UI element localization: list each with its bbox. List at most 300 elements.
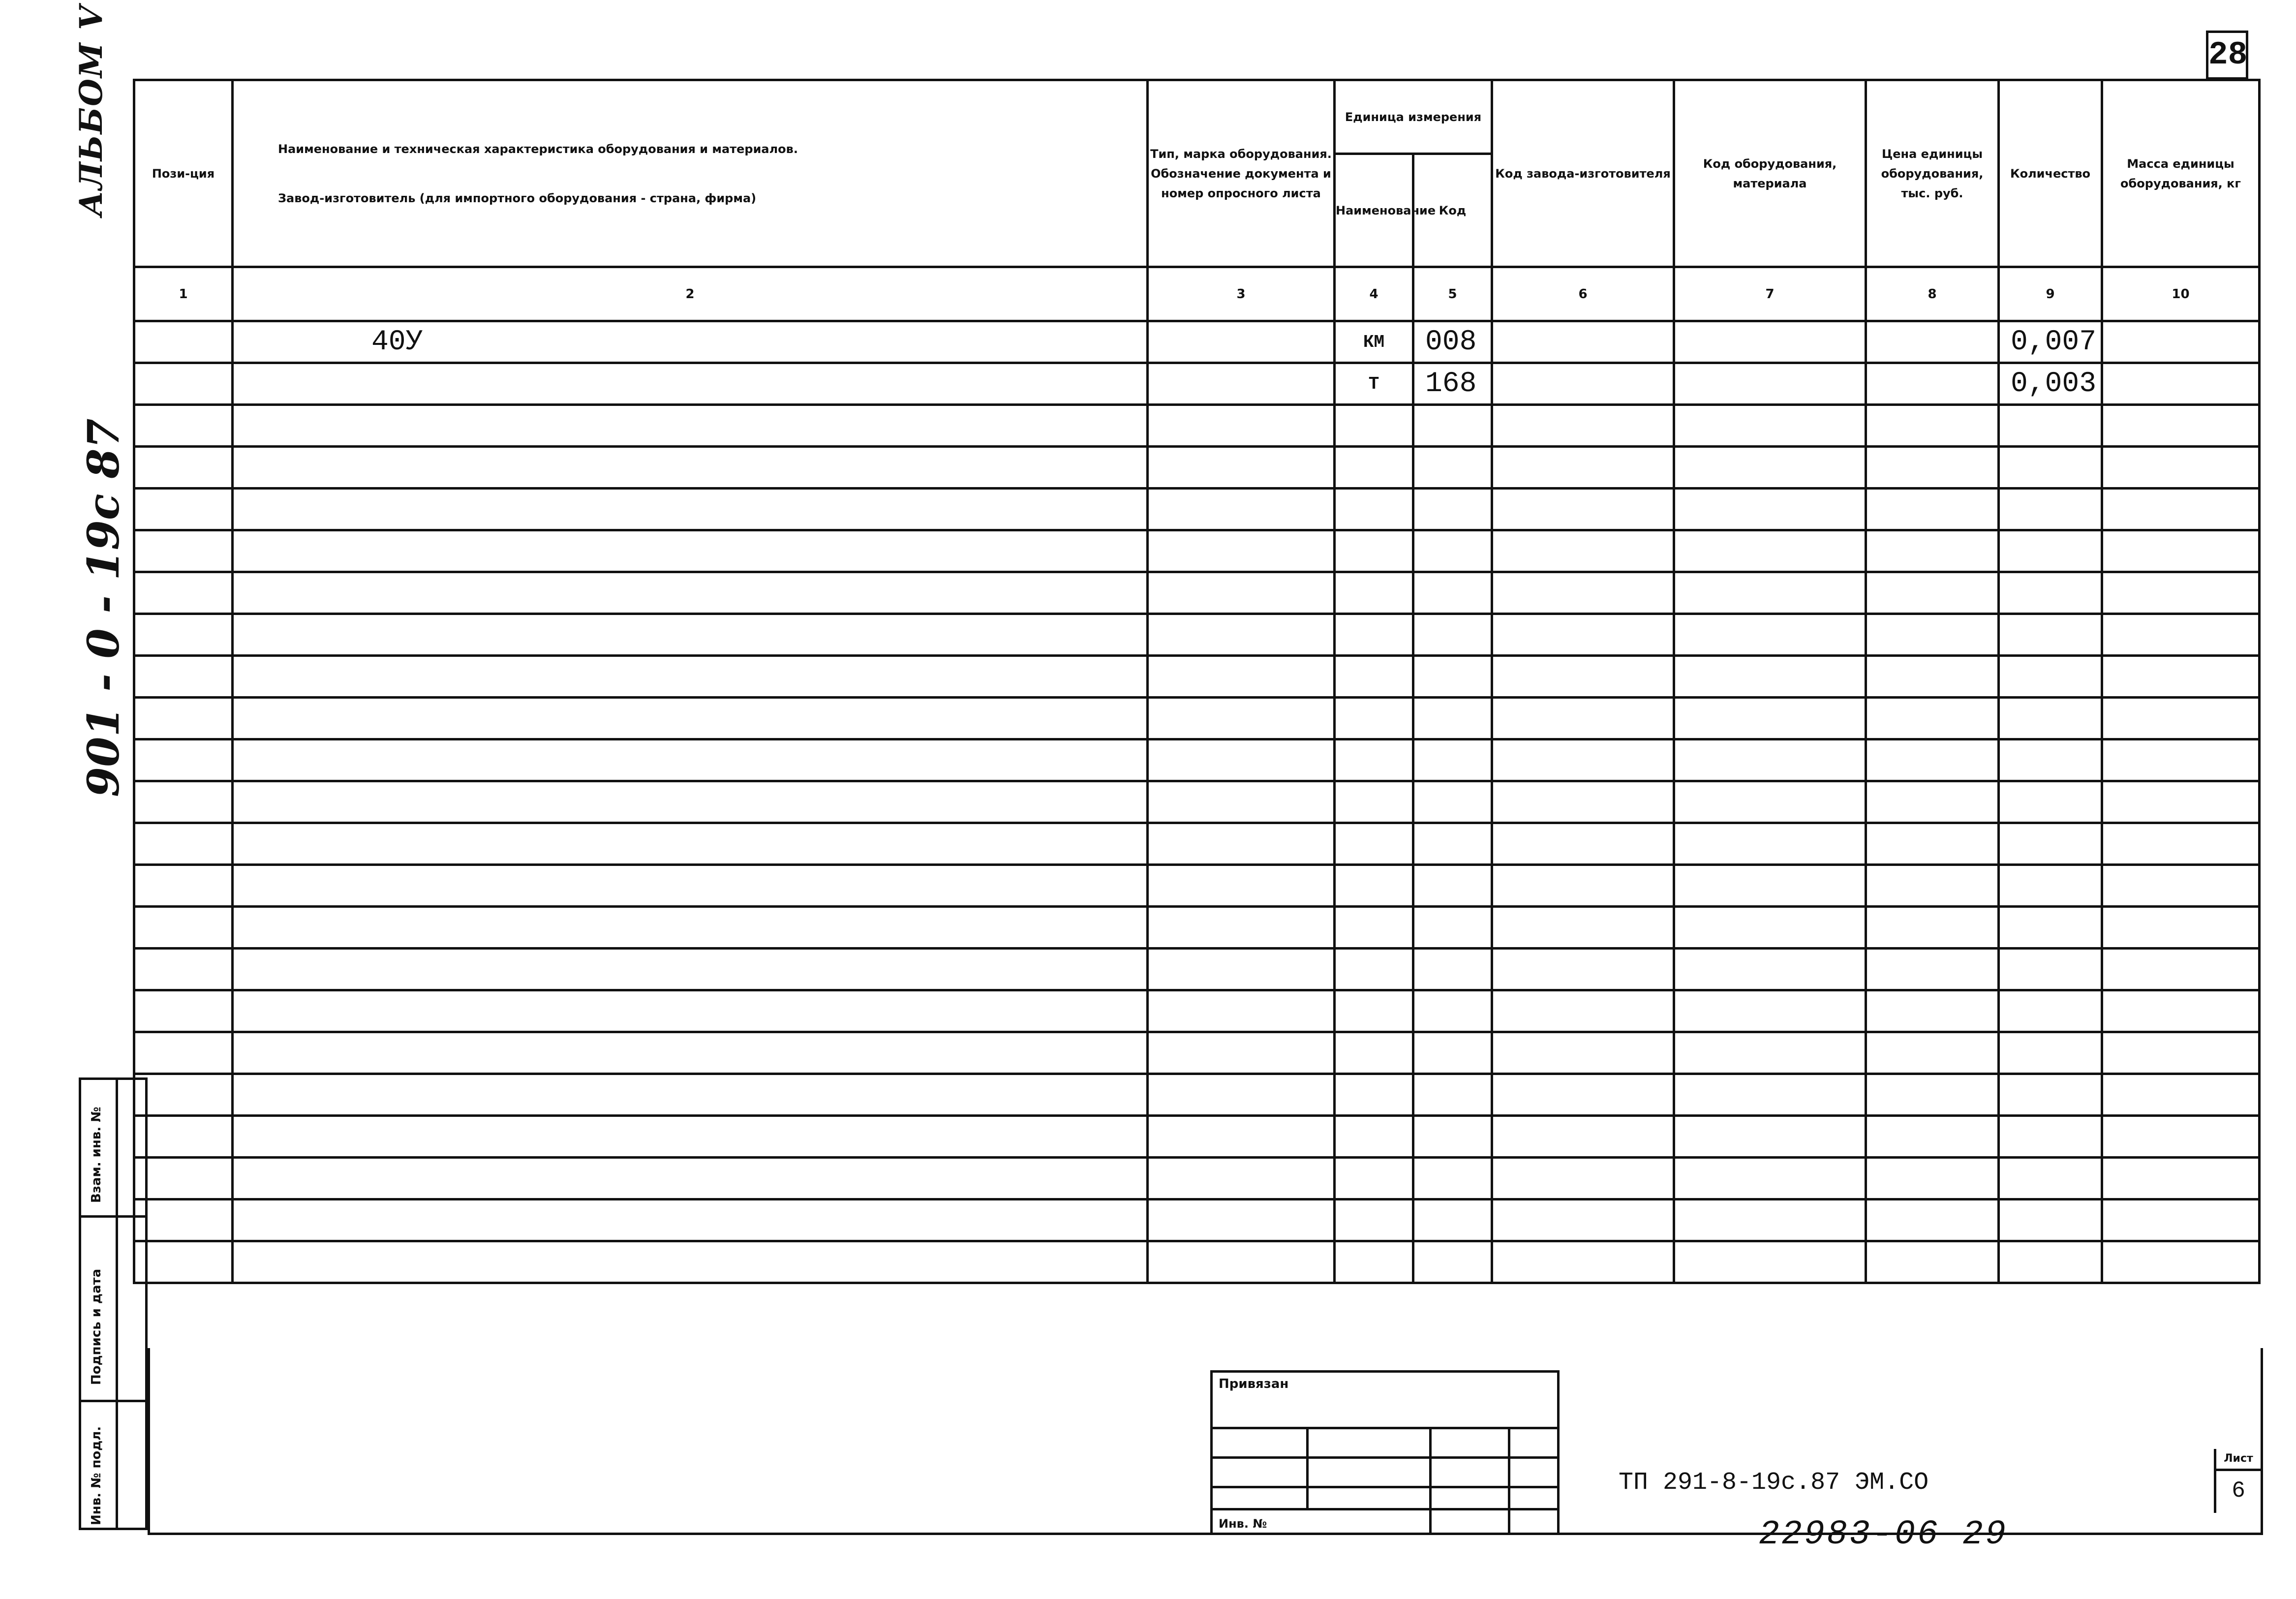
empty-cell bbox=[1999, 907, 2102, 949]
empty-cell bbox=[1999, 823, 2102, 865]
binding-line bbox=[1213, 1508, 1557, 1510]
empty-table-row bbox=[134, 1199, 2260, 1241]
empty-cell bbox=[1674, 572, 1866, 614]
empty-cell bbox=[2102, 907, 2260, 949]
empty-cell bbox=[1866, 1199, 1999, 1241]
empty-cell bbox=[233, 1074, 1148, 1116]
empty-cell bbox=[1492, 530, 1674, 572]
archive-number: 22983-06 29 bbox=[1759, 1515, 2008, 1554]
empty-cell bbox=[1866, 447, 1999, 489]
specification-sheet bbox=[133, 79, 2258, 1348]
empty-table-row bbox=[134, 572, 2260, 614]
empty-cell bbox=[2102, 823, 2260, 865]
empty-cell bbox=[1148, 1074, 1335, 1116]
header-unit-code: Код bbox=[1413, 154, 1492, 267]
empty-cell bbox=[1866, 1116, 1999, 1158]
empty-cell bbox=[1335, 1116, 1413, 1158]
empty-rows bbox=[134, 405, 2260, 1283]
empty-cell bbox=[1413, 530, 1492, 572]
binding-line bbox=[1508, 1427, 1510, 1533]
empty-cell bbox=[1999, 698, 2102, 739]
empty-cell bbox=[1999, 1158, 2102, 1199]
empty-cell bbox=[1492, 990, 1674, 1032]
empty-cell bbox=[1492, 1241, 1674, 1283]
empty-cell bbox=[1148, 1116, 1335, 1158]
cell-position bbox=[134, 321, 233, 363]
empty-cell bbox=[1492, 781, 1674, 823]
column-number: 3 bbox=[1148, 267, 1335, 321]
empty-table-row bbox=[134, 990, 2260, 1032]
empty-cell bbox=[1866, 1158, 1999, 1199]
column-number: 8 bbox=[1866, 267, 1999, 321]
empty-cell bbox=[233, 949, 1148, 990]
empty-cell bbox=[1413, 447, 1492, 489]
table-row bbox=[134, 363, 2260, 405]
empty-cell bbox=[1148, 698, 1335, 739]
empty-table-row bbox=[134, 1074, 2260, 1116]
empty-cell bbox=[1148, 656, 1335, 698]
empty-cell bbox=[1492, 1032, 1674, 1074]
cell-mass bbox=[2102, 321, 2260, 363]
empty-cell bbox=[134, 1241, 233, 1283]
header-type: Тип, марка оборудования. Обозначение документа и номер опросного листа bbox=[1148, 80, 1335, 267]
column-number: 5 bbox=[1413, 267, 1492, 321]
empty-cell bbox=[2102, 1158, 2260, 1199]
cell-unit-code: 008 bbox=[1413, 321, 1492, 363]
empty-cell bbox=[1866, 530, 1999, 572]
empty-cell bbox=[2102, 1032, 2260, 1074]
empty-table-row bbox=[134, 1241, 2260, 1283]
empty-cell bbox=[1674, 1074, 1866, 1116]
empty-cell bbox=[2102, 698, 2260, 739]
empty-cell bbox=[1335, 530, 1413, 572]
empty-cell bbox=[1492, 1116, 1674, 1158]
column-number: 9 bbox=[1999, 267, 2102, 321]
empty-cell bbox=[1148, 1032, 1335, 1074]
empty-cell bbox=[233, 990, 1148, 1032]
empty-table-row bbox=[134, 823, 2260, 865]
empty-cell bbox=[134, 489, 233, 530]
empty-cell bbox=[1999, 1199, 2102, 1241]
column-number: 4 bbox=[1335, 267, 1413, 321]
empty-cell bbox=[1492, 405, 1674, 447]
empty-cell bbox=[134, 990, 233, 1032]
empty-cell bbox=[1148, 530, 1335, 572]
empty-cell bbox=[233, 405, 1148, 447]
empty-cell bbox=[134, 907, 233, 949]
cell-price bbox=[1866, 363, 1999, 405]
cell-mass bbox=[2102, 363, 2260, 405]
column-number: 6 bbox=[1492, 267, 1674, 321]
cell-type bbox=[1148, 321, 1335, 363]
specification-table bbox=[133, 79, 2261, 1284]
empty-cell bbox=[1335, 572, 1413, 614]
empty-cell bbox=[1413, 1032, 1492, 1074]
empty-cell bbox=[1866, 1074, 1999, 1116]
cell-equip-code bbox=[1674, 321, 1866, 363]
empty-cell bbox=[1413, 1241, 1492, 1283]
empty-cell bbox=[1674, 1241, 1866, 1283]
empty-cell bbox=[1492, 907, 1674, 949]
empty-table-row bbox=[134, 530, 2260, 572]
empty-cell bbox=[1492, 447, 1674, 489]
empty-cell bbox=[1674, 823, 1866, 865]
cell-quantity: 0,003 bbox=[1999, 363, 2102, 405]
empty-cell bbox=[1674, 1032, 1866, 1074]
empty-cell bbox=[1866, 781, 1999, 823]
empty-cell bbox=[233, 656, 1148, 698]
empty-table-row bbox=[134, 614, 2260, 656]
header-mfr-code: Код завода-изготовителя bbox=[1492, 80, 1674, 267]
empty-cell bbox=[1148, 1199, 1335, 1241]
empty-cell bbox=[1148, 405, 1335, 447]
empty-cell bbox=[1674, 614, 1866, 656]
header-unit-name: Наименование bbox=[1335, 154, 1413, 267]
empty-cell bbox=[1148, 1241, 1335, 1283]
empty-cell bbox=[1148, 739, 1335, 781]
empty-cell bbox=[1413, 739, 1492, 781]
empty-cell bbox=[2102, 990, 2260, 1032]
empty-cell bbox=[134, 530, 233, 572]
empty-cell bbox=[2102, 1116, 2260, 1158]
sheet-number: 6 bbox=[2232, 1478, 2245, 1504]
header-name-line1: Наименование и техническая характеристика оборудования и материалов. bbox=[278, 142, 798, 156]
cell-type bbox=[1148, 363, 1335, 405]
cell-unit-code: 168 bbox=[1413, 363, 1492, 405]
empty-cell bbox=[1148, 1158, 1335, 1199]
empty-cell bbox=[1413, 1158, 1492, 1199]
empty-cell bbox=[1335, 990, 1413, 1032]
empty-cell bbox=[1335, 781, 1413, 823]
inventory-label: Инв. № bbox=[1219, 1517, 1267, 1531]
stamp-label-signature-date: Подпись и дата bbox=[89, 1268, 104, 1385]
empty-cell bbox=[2102, 865, 2260, 907]
empty-cell bbox=[1866, 823, 1999, 865]
empty-cell bbox=[1492, 698, 1674, 739]
empty-cell bbox=[1999, 572, 2102, 614]
empty-cell bbox=[1335, 489, 1413, 530]
empty-cell bbox=[134, 739, 233, 781]
empty-cell bbox=[1148, 907, 1335, 949]
empty-cell bbox=[134, 572, 233, 614]
album-label: АЛЬБОМ V bbox=[73, 4, 110, 216]
empty-cell bbox=[233, 823, 1148, 865]
empty-cell bbox=[134, 405, 233, 447]
empty-cell bbox=[1413, 990, 1492, 1032]
empty-cell bbox=[2102, 781, 2260, 823]
empty-cell bbox=[1999, 530, 2102, 572]
empty-cell bbox=[233, 1241, 1148, 1283]
binding-line bbox=[1213, 1456, 1557, 1459]
empty-cell bbox=[134, 949, 233, 990]
cell-name: 40У bbox=[233, 321, 1148, 363]
column-number-row bbox=[134, 267, 2260, 321]
empty-cell bbox=[134, 1074, 233, 1116]
empty-cell bbox=[1413, 614, 1492, 656]
empty-cell bbox=[134, 656, 233, 698]
empty-cell bbox=[233, 907, 1148, 949]
empty-cell bbox=[1335, 656, 1413, 698]
empty-cell bbox=[1866, 656, 1999, 698]
empty-cell bbox=[2102, 739, 2260, 781]
empty-cell bbox=[1148, 572, 1335, 614]
empty-cell bbox=[1674, 1116, 1866, 1158]
empty-table-row bbox=[134, 1032, 2260, 1074]
empty-cell bbox=[2102, 1074, 2260, 1116]
empty-cell bbox=[1866, 405, 1999, 447]
empty-cell bbox=[134, 1116, 233, 1158]
cell-name bbox=[233, 363, 1148, 405]
empty-cell bbox=[1335, 949, 1413, 990]
empty-cell bbox=[1674, 698, 1866, 739]
empty-cell bbox=[1674, 1199, 1866, 1241]
empty-table-row bbox=[134, 405, 2260, 447]
empty-cell bbox=[1674, 865, 1866, 907]
empty-cell bbox=[233, 614, 1148, 656]
empty-cell bbox=[1674, 1158, 1866, 1199]
empty-cell bbox=[1413, 823, 1492, 865]
header-equip-code: Код оборудования, материала bbox=[1674, 80, 1866, 267]
column-number: 10 bbox=[2102, 267, 2260, 321]
header-name-line2: Завод-изготовитель (для импортного оборудования - страна, фирма) bbox=[278, 191, 757, 205]
empty-cell bbox=[2102, 447, 2260, 489]
empty-cell bbox=[1413, 656, 1492, 698]
empty-cell bbox=[1866, 614, 1999, 656]
empty-cell bbox=[2102, 489, 2260, 530]
empty-cell bbox=[1492, 614, 1674, 656]
empty-cell bbox=[1866, 865, 1999, 907]
empty-cell bbox=[1866, 739, 1999, 781]
empty-cell bbox=[1148, 614, 1335, 656]
empty-cell bbox=[1492, 823, 1674, 865]
table-row bbox=[134, 321, 2260, 363]
empty-cell bbox=[1999, 1241, 2102, 1283]
empty-cell bbox=[1335, 1199, 1413, 1241]
empty-cell bbox=[233, 530, 1148, 572]
empty-cell bbox=[1999, 739, 2102, 781]
title-block bbox=[148, 1348, 2263, 1535]
empty-cell bbox=[1335, 614, 1413, 656]
empty-cell bbox=[1999, 405, 2102, 447]
empty-cell bbox=[1999, 990, 2102, 1032]
empty-cell bbox=[1148, 447, 1335, 489]
empty-cell bbox=[233, 1158, 1148, 1199]
header-price: Цена единицы оборудования, тыс. руб. bbox=[1866, 80, 1999, 267]
empty-cell bbox=[1866, 907, 1999, 949]
binding-stamp bbox=[1210, 1370, 1560, 1535]
cell-equip-code bbox=[1674, 363, 1866, 405]
column-number: 2 bbox=[233, 267, 1148, 321]
empty-cell bbox=[1999, 489, 2102, 530]
empty-table-row bbox=[134, 739, 2260, 781]
empty-cell bbox=[1492, 1199, 1674, 1241]
empty-table-row bbox=[134, 656, 2260, 698]
empty-cell bbox=[1413, 405, 1492, 447]
empty-cell bbox=[1674, 907, 1866, 949]
binding-label: Привязан bbox=[1219, 1377, 1289, 1391]
cell-position bbox=[134, 363, 233, 405]
empty-cell bbox=[1866, 698, 1999, 739]
empty-cell bbox=[134, 781, 233, 823]
stamp-label-replaced-inv: Взам. инв. № bbox=[89, 1107, 104, 1203]
empty-cell bbox=[1999, 614, 2102, 656]
empty-cell bbox=[1999, 656, 2102, 698]
empty-cell bbox=[2102, 1199, 2260, 1241]
empty-cell bbox=[1674, 405, 1866, 447]
empty-cell bbox=[1674, 949, 1866, 990]
empty-cell bbox=[1413, 865, 1492, 907]
empty-cell bbox=[1413, 781, 1492, 823]
cell-price bbox=[1866, 321, 1999, 363]
empty-cell bbox=[1999, 447, 2102, 489]
empty-cell bbox=[1999, 865, 2102, 907]
empty-cell bbox=[1866, 1241, 1999, 1283]
empty-cell bbox=[233, 1199, 1148, 1241]
empty-cell bbox=[1866, 489, 1999, 530]
empty-cell bbox=[1674, 530, 1866, 572]
empty-cell bbox=[1999, 1116, 2102, 1158]
empty-cell bbox=[233, 739, 1148, 781]
empty-cell bbox=[1413, 572, 1492, 614]
empty-cell bbox=[1866, 990, 1999, 1032]
empty-cell bbox=[1335, 1074, 1413, 1116]
empty-cell bbox=[2102, 1241, 2260, 1283]
cell-mfr-code bbox=[1492, 363, 1674, 405]
document-designation: ТП 291-8-19с.87 ЭМ.СО bbox=[1619, 1469, 1929, 1497]
empty-cell bbox=[1335, 698, 1413, 739]
empty-cell bbox=[2102, 405, 2260, 447]
sheet-label: Лист bbox=[2216, 1449, 2261, 1471]
stamp-label-inv-original: Инв. № подл. bbox=[89, 1426, 104, 1525]
header-position: Пози-ция bbox=[134, 80, 233, 267]
empty-cell bbox=[1999, 781, 2102, 823]
cell-unit-name: КМ bbox=[1335, 321, 1413, 363]
empty-cell bbox=[1413, 1074, 1492, 1116]
empty-cell bbox=[1674, 739, 1866, 781]
empty-cell bbox=[1999, 949, 2102, 990]
cell-mfr-code bbox=[1492, 321, 1674, 363]
column-number: 1 bbox=[134, 267, 233, 321]
sheet-box bbox=[2214, 1449, 2261, 1513]
empty-cell bbox=[233, 1032, 1148, 1074]
empty-cell bbox=[1866, 1032, 1999, 1074]
empty-cell bbox=[1335, 1158, 1413, 1199]
empty-cell bbox=[233, 489, 1148, 530]
empty-cell bbox=[1335, 1032, 1413, 1074]
empty-cell bbox=[1335, 865, 1413, 907]
empty-cell bbox=[2102, 656, 2260, 698]
empty-table-row bbox=[134, 907, 2260, 949]
empty-cell bbox=[2102, 949, 2260, 990]
empty-cell bbox=[1335, 739, 1413, 781]
empty-cell bbox=[134, 1158, 233, 1199]
empty-cell bbox=[1999, 1032, 2102, 1074]
empty-cell bbox=[1866, 949, 1999, 990]
binding-line bbox=[1213, 1486, 1557, 1488]
empty-cell bbox=[1148, 781, 1335, 823]
empty-cell bbox=[2102, 614, 2260, 656]
empty-cell bbox=[134, 1199, 233, 1241]
cell-unit-name: Т bbox=[1335, 363, 1413, 405]
empty-table-row bbox=[134, 447, 2260, 489]
empty-cell bbox=[1335, 823, 1413, 865]
header-quantity: Количество bbox=[1999, 80, 2102, 267]
empty-cell bbox=[1674, 447, 1866, 489]
empty-cell bbox=[233, 781, 1148, 823]
cell-quantity: 0,007 bbox=[1999, 321, 2102, 363]
stamp-divider bbox=[116, 1080, 118, 1528]
empty-cell bbox=[1492, 865, 1674, 907]
page-number: 28 bbox=[2206, 31, 2248, 80]
empty-cell bbox=[134, 823, 233, 865]
empty-cell bbox=[1413, 907, 1492, 949]
empty-cell bbox=[2102, 530, 2260, 572]
empty-table-row bbox=[134, 1116, 2260, 1158]
empty-table-row bbox=[134, 1158, 2260, 1199]
empty-cell bbox=[134, 698, 233, 739]
empty-cell bbox=[134, 1032, 233, 1074]
empty-cell bbox=[1674, 990, 1866, 1032]
empty-cell bbox=[1674, 781, 1866, 823]
column-number: 7 bbox=[1674, 267, 1866, 321]
empty-table-row bbox=[134, 949, 2260, 990]
empty-cell bbox=[1413, 949, 1492, 990]
empty-cell bbox=[233, 447, 1148, 489]
empty-cell bbox=[1674, 489, 1866, 530]
empty-cell bbox=[1999, 1074, 2102, 1116]
stamp-divider bbox=[81, 1400, 145, 1402]
empty-cell bbox=[1148, 823, 1335, 865]
empty-table-row bbox=[134, 781, 2260, 823]
header-mass: Масса единицы оборудования, кг bbox=[2102, 80, 2260, 267]
empty-cell bbox=[1335, 907, 1413, 949]
empty-cell bbox=[134, 865, 233, 907]
empty-cell bbox=[233, 865, 1148, 907]
empty-cell bbox=[2102, 572, 2260, 614]
empty-cell bbox=[1148, 949, 1335, 990]
empty-cell bbox=[1335, 1241, 1413, 1283]
empty-cell bbox=[1148, 865, 1335, 907]
empty-table-row bbox=[134, 698, 2260, 739]
empty-table-row bbox=[134, 865, 2260, 907]
binding-line bbox=[1429, 1427, 1432, 1533]
header-unit-group: Единица измерения bbox=[1335, 80, 1492, 154]
empty-cell bbox=[233, 1116, 1148, 1158]
empty-cell bbox=[1866, 572, 1999, 614]
empty-table-row bbox=[134, 489, 2260, 530]
empty-cell bbox=[1335, 405, 1413, 447]
empty-cell bbox=[134, 447, 233, 489]
empty-cell bbox=[1492, 949, 1674, 990]
empty-cell bbox=[1492, 739, 1674, 781]
empty-cell bbox=[1413, 1199, 1492, 1241]
empty-cell bbox=[1492, 572, 1674, 614]
empty-cell bbox=[233, 698, 1148, 739]
empty-cell bbox=[1413, 489, 1492, 530]
empty-cell bbox=[1148, 990, 1335, 1032]
empty-cell bbox=[1492, 656, 1674, 698]
binding-line bbox=[1213, 1427, 1557, 1429]
binding-line bbox=[1306, 1427, 1309, 1508]
empty-cell bbox=[1492, 1074, 1674, 1116]
empty-cell bbox=[1492, 489, 1674, 530]
project-code: 901 - 0 - 19с 87 bbox=[78, 418, 129, 797]
empty-cell bbox=[1148, 489, 1335, 530]
empty-cell bbox=[1413, 698, 1492, 739]
empty-cell bbox=[1492, 1158, 1674, 1199]
empty-cell bbox=[1335, 447, 1413, 489]
header-name bbox=[233, 80, 1148, 267]
